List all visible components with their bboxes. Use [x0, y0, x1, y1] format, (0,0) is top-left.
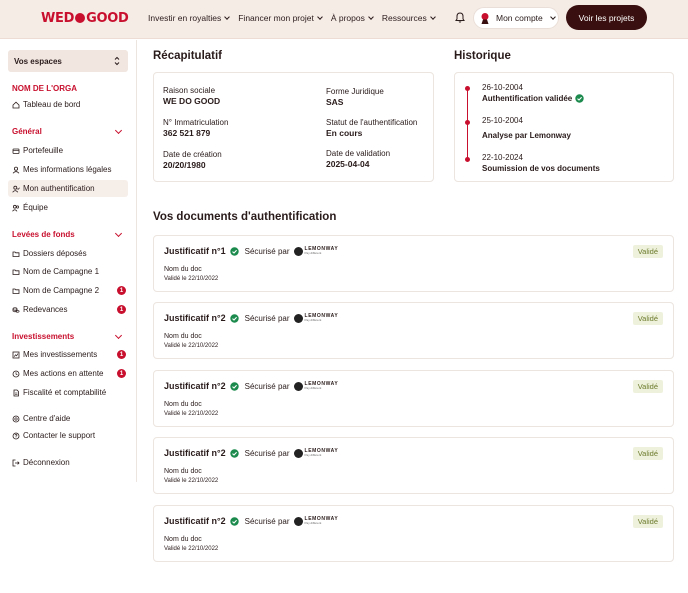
espaces-select[interactable] [8, 50, 128, 72]
chevron-down-icon[interactable] [115, 230, 122, 237]
lifebuoy-icon [12, 415, 20, 423]
recap-title: Récapitulatif [153, 50, 223, 62]
provider-tagline: Pay different [304, 521, 322, 525]
nav-investir[interactable] [148, 13, 229, 23]
document-title-text: Justificatif n°2 [164, 516, 226, 526]
event-text [482, 164, 600, 173]
secured-by [245, 314, 339, 323]
chevron-down-icon [368, 14, 374, 20]
folders-icon [12, 250, 20, 258]
timeline-dot [465, 86, 470, 91]
nav-apropos[interactable] [331, 13, 373, 23]
lemonway-logo [294, 247, 339, 256]
chevron-down-icon[interactable] [115, 332, 122, 339]
sidebar-item-label: Mes informations légales [23, 165, 112, 174]
folder-icon [12, 268, 20, 276]
lemonway-logo [294, 382, 339, 391]
notification-badge: 1 [117, 369, 126, 378]
field-label: Forme Juridique [326, 87, 384, 96]
document-title [164, 516, 338, 526]
lemonway-mark-icon [294, 314, 303, 323]
date-creation-value: 20/20/1980 [163, 160, 206, 170]
document-title-text: Justificatif n°2 [164, 448, 226, 458]
nav-label: Ressources [381, 13, 427, 23]
status-badge: Validé [633, 515, 663, 528]
document-title [164, 448, 338, 458]
chevron-down-icon [317, 14, 323, 20]
timeline-dot [465, 120, 470, 125]
sidebar-item-contacter-support[interactable] [12, 431, 95, 440]
secured-by [245, 382, 339, 391]
chevron-up-down-icon [114, 55, 120, 67]
lemonway-logo [294, 517, 339, 526]
timeline-dot [465, 157, 470, 162]
avatar-icon [479, 12, 491, 24]
home-icon [12, 101, 20, 109]
field-label: Date de validation [326, 149, 391, 158]
date-validation-value: 2025-04-04 [326, 159, 370, 169]
logo-text-left: WED [41, 11, 75, 26]
lemonway-mark-icon [294, 449, 303, 458]
sidebar-item-mes-investissements[interactable] [12, 350, 97, 359]
status-badge: Validé [633, 447, 663, 460]
check-circle-icon [230, 382, 239, 391]
check-circle-icon [230, 314, 239, 323]
notification-badge: 1 [117, 305, 126, 314]
document-card[interactable] [153, 235, 674, 292]
provider-name: LEMONWAY [304, 448, 339, 454]
sidebar [0, 40, 137, 482]
chevron-down-icon[interactable] [115, 127, 122, 134]
document-card[interactable] [153, 437, 674, 494]
secured-label: Sécurisé par [244, 246, 290, 256]
document-name: Nom du doc [164, 266, 202, 273]
document-title-text: Justificatif n°2 [164, 381, 226, 391]
raison-sociale-value: WE DO GOOD [163, 96, 221, 106]
levees-section-title[interactable]: Levées de fonds [12, 230, 75, 239]
sidebar-item-campagne-1[interactable] [12, 267, 99, 276]
document-title-text: Justificatif n°1 [164, 246, 226, 256]
document-card[interactable] [153, 302, 674, 359]
document-title-text: Justificatif n°2 [164, 313, 226, 323]
document-title [164, 381, 338, 391]
chevron-down-icon [430, 14, 436, 20]
logout-icon [12, 459, 20, 467]
sidebar-item-deconnexion[interactable] [12, 458, 70, 467]
chevron-down-icon [550, 14, 556, 20]
wedogood-logo[interactable] [41, 11, 129, 26]
recap-card [153, 72, 434, 182]
status-badge: Validé [633, 245, 663, 258]
sidebar-item-actions-attente[interactable] [12, 369, 104, 378]
status-badge: Validé [633, 312, 663, 325]
sidebar-item-label: Centre d'aide [23, 414, 71, 423]
forme-juridique-value: SAS [326, 97, 344, 107]
account-menu-button[interactable] [473, 7, 559, 29]
chart-icon [12, 351, 20, 359]
secured-label: Sécurisé par [244, 516, 290, 526]
sidebar-item-equipe[interactable] [12, 203, 48, 212]
sidebar-item-fiscalite[interactable] [12, 388, 106, 397]
document-validated-date: Validé le 22/10/2022 [164, 546, 219, 552]
event-date: 26-10-2004 [482, 83, 523, 92]
chevron-down-icon [224, 14, 230, 20]
field-label: Statut de l'authentification [326, 118, 418, 127]
field-label: N° Immatriculation [163, 118, 229, 127]
provider-tagline: Pay different [304, 386, 322, 390]
provider-name: LEMONWAY [304, 246, 339, 252]
secured-by [245, 247, 339, 256]
statut-auth-value: En cours [326, 128, 363, 138]
document-validated-date: Validé le 22/10/2022 [164, 478, 219, 484]
main-nav [148, 13, 435, 23]
lemonway-mark-icon [294, 382, 303, 391]
nav-label: Financer mon projet [238, 13, 314, 23]
provider-tagline: Pay different [304, 453, 322, 457]
lemonway-mark-icon [294, 247, 303, 256]
logo-text-right: GOOD [86, 11, 129, 26]
secured-label: Sécurisé par [244, 381, 290, 391]
nav-label: Investir en royalties [148, 13, 222, 23]
provider-name: LEMONWAY [304, 516, 339, 522]
event-label: Soumission de vos documents [482, 164, 600, 173]
lemonway-logo [294, 314, 339, 323]
user-check-icon [12, 185, 20, 193]
notification-badge: 1 [117, 350, 126, 359]
sidebar-item-redevances[interactable] [12, 305, 67, 314]
investissements-section-title[interactable]: Investissements [12, 332, 75, 341]
check-circle-icon [230, 449, 239, 458]
secured-by [245, 449, 339, 458]
bell-icon[interactable] [455, 12, 465, 23]
sidebar-item-label: Nom de Campagne 2 [23, 286, 100, 295]
wallet-icon [12, 147, 20, 155]
secured-by [245, 517, 339, 526]
top-header [0, 0, 688, 39]
event-date: 25-10-2004 [482, 116, 523, 125]
check-circle-icon [230, 517, 239, 526]
field-label: Date de création [163, 150, 222, 159]
sidebar-item-campagne-2[interactable] [12, 286, 99, 295]
espaces-label: Vos espaces [14, 56, 62, 66]
event-text [482, 94, 584, 103]
document-card[interactable] [153, 370, 674, 427]
sidebar-item-label: Fiscalité et comptabilité [23, 388, 107, 397]
nav-label: À propos [330, 13, 365, 23]
document-icon [12, 389, 20, 397]
users-icon [12, 204, 20, 212]
field-label: Raison sociale [163, 86, 216, 95]
sidebar-item-portefeuille[interactable] [12, 146, 63, 155]
org-title: NOM DE L'ORGA [12, 84, 78, 93]
document-validated-date: Validé le 22/10/2022 [164, 411, 219, 417]
provider-tagline: Pay different [304, 318, 322, 322]
clock-icon [12, 370, 20, 378]
sidebar-item-authentification[interactable] [12, 184, 95, 193]
document-name: Nom du doc [164, 333, 202, 340]
provider-name: LEMONWAY [304, 313, 339, 319]
lemonway-mark-icon [294, 517, 303, 526]
secured-label: Sécurisé par [244, 448, 290, 458]
documents-title: Vos documents d'authentification [153, 211, 337, 223]
sidebar-item-label: Contacter le support [23, 431, 96, 440]
check-circle-icon [575, 94, 584, 103]
status-badge: Validé [633, 380, 663, 393]
event-label: Authentification validée [482, 94, 573, 103]
sidebar-item-label: Déconnexion [23, 458, 70, 467]
document-validated-date: Validé le 22/10/2022 [164, 276, 219, 282]
folder-icon [12, 287, 20, 295]
notification-badge: 1 [117, 286, 126, 295]
account-label: Mon compte [496, 13, 543, 23]
general-section-title[interactable]: Général [12, 127, 42, 136]
sidebar-item-label: Redevances [23, 305, 68, 314]
provider-name: LEMONWAY [304, 381, 339, 387]
voir-projets-button[interactable]: Voir les projets [566, 5, 647, 30]
document-name: Nom du doc [164, 468, 202, 475]
sidebar-item-label: Tableau de bord [23, 100, 81, 109]
lemonway-logo [294, 449, 339, 458]
sidebar-item-label: Portefeuille [23, 146, 64, 155]
event-date: 22-10-2024 [482, 153, 523, 162]
document-card[interactable] [153, 505, 674, 562]
event-label: Analyse par Lemonway [482, 131, 571, 140]
provider-tagline: Pay different [304, 251, 322, 255]
sidebar-item-infos-legales[interactable] [12, 165, 111, 174]
document-name: Nom du doc [164, 401, 202, 408]
nav-ressources[interactable] [382, 13, 435, 23]
history-card [454, 72, 674, 182]
check-circle-icon [230, 247, 239, 256]
history-title: Historique [454, 50, 511, 62]
user-icon [12, 166, 20, 174]
sidebar-item-label: Dossiers déposés [23, 249, 87, 258]
sidebar-item-label: Mes actions en attente [23, 369, 104, 378]
sidebar-item-label: Nom de Campagne 1 [23, 267, 100, 276]
sidebar-item-centre-aide[interactable] [12, 414, 70, 423]
coins-icon [12, 306, 20, 314]
help-circle-icon [12, 432, 20, 440]
sidebar-item-dossiers[interactable] [12, 249, 87, 258]
document-name: Nom du doc [164, 536, 202, 543]
secured-label: Sécurisé par [244, 313, 290, 323]
nav-financer[interactable] [238, 13, 322, 23]
event-text [482, 131, 571, 140]
sidebar-item-label: Mon authentification [23, 184, 95, 193]
document-validated-date: Validé le 22/10/2022 [164, 343, 219, 349]
document-title [164, 246, 338, 256]
sidebar-item-dashboard[interactable] [12, 100, 80, 109]
sidebar-item-label: Mes investissements [23, 350, 98, 359]
document-title [164, 313, 338, 323]
immatriculation-value: 362 521 879 [163, 128, 211, 138]
sidebar-item-label: Équipe [23, 203, 48, 212]
logo-dot-icon [75, 13, 85, 23]
